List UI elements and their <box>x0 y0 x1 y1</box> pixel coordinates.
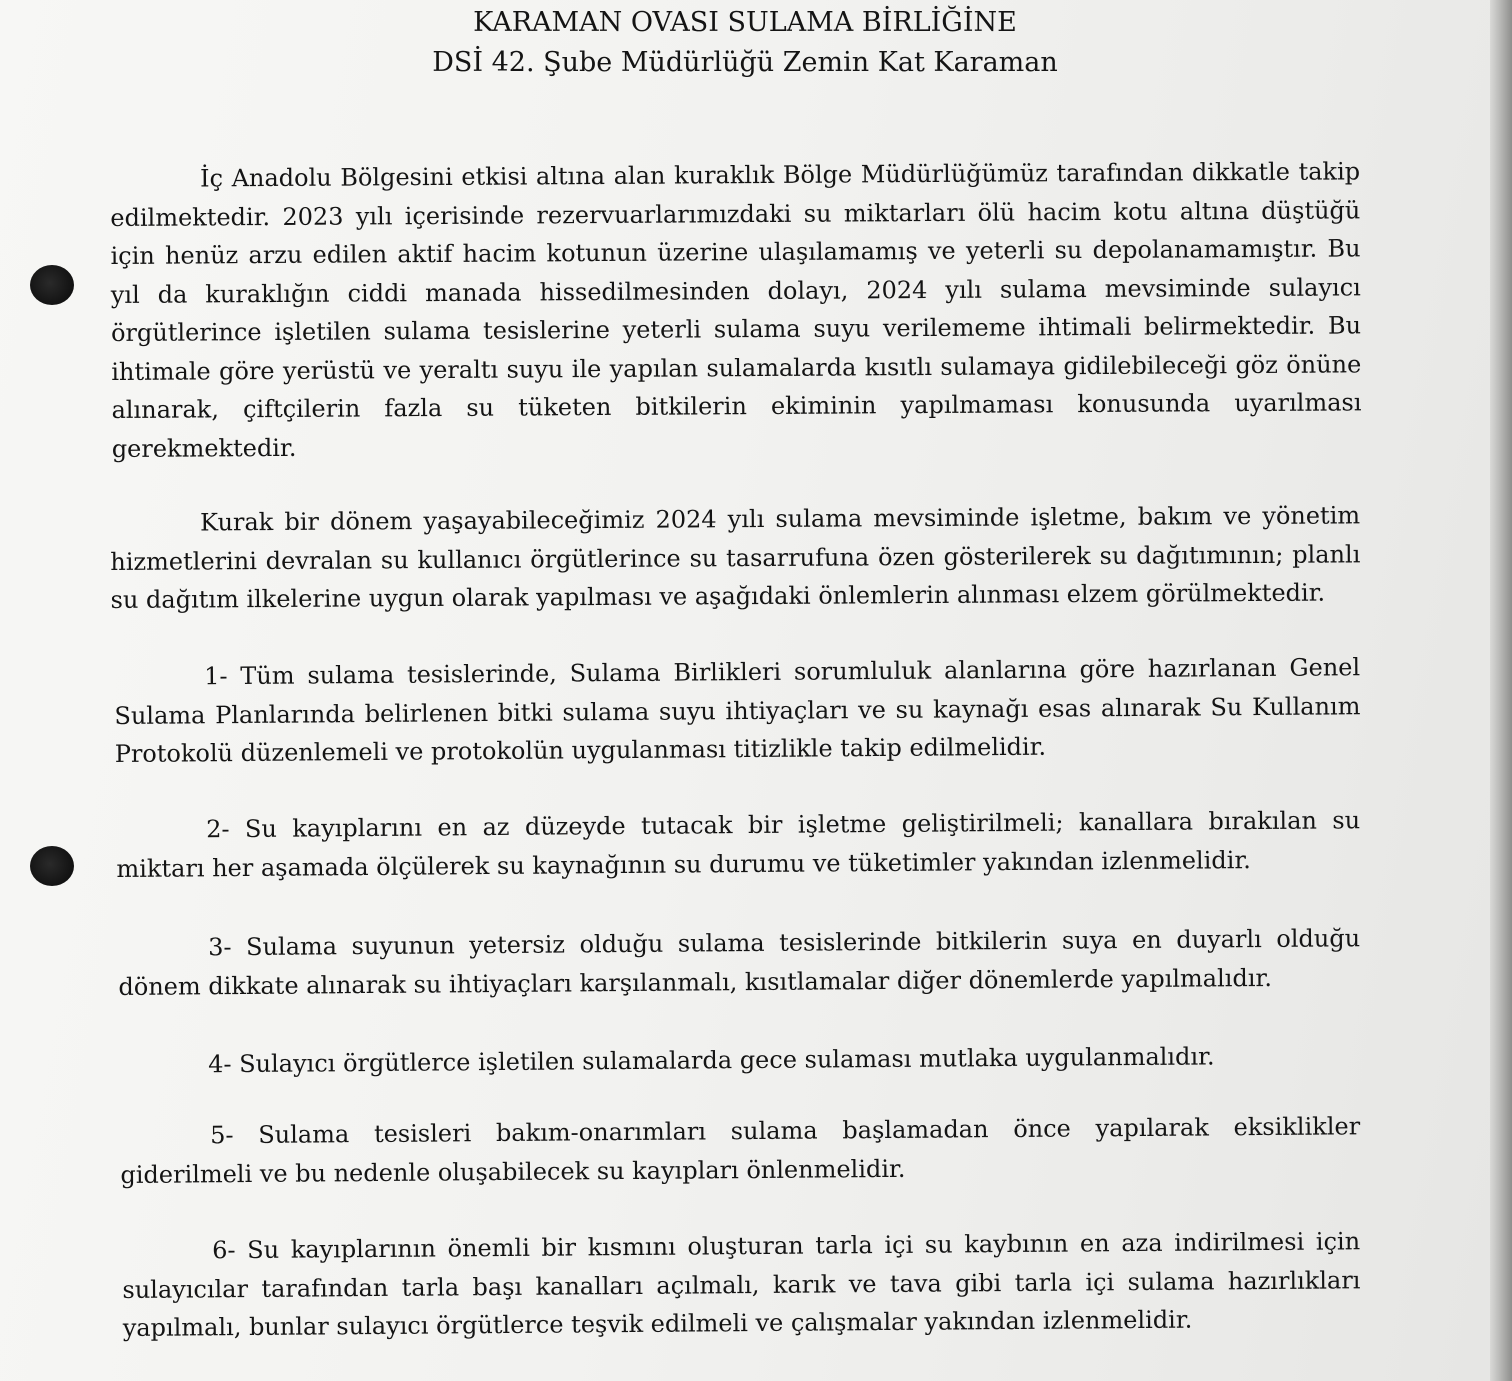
measure-item-6: 6- Su kayıplarının önemli bir kısmını oluşturan tarla içi su kaybının en aza indirilmesi için sulayıcılar tarafından tarla başı kanalları açılmalı, karık ve tava gibi tarla içi sulama hazırlıkları yapılmalı, bunlar sulayıcı örgütlerce teşvik edilmeli ve çalışmalar yakından izlenmelidir. <box>122 1226 1361 1342</box>
measure-item-2: 2- Su kayıplarını en az düzeyde tutacak bir işletme geliştirilmeli; kanallara bırakılan su miktarı her aşamada ölçülerek su kaynağının su durumu ve tüketimler yakından izlenmelidir. <box>116 806 1361 883</box>
punch-hole-bottom <box>30 846 74 886</box>
intro-paragraph-2: Kurak bir dönem yaşayabileceğimiz 2024 yılı sulama mevsiminde işletme, bakım ve yönetim hizmetlerini devralan su kullanıcı örgütlerince su tasarrufuna özen gösterilerek su dağıtımının; planlı su dağıtım ilkelerine uygun olarak yapılması ve aşağıdaki önlemlerin alınması elzem görülmektedir. <box>110 501 1361 614</box>
measure-item-1: 1- Tüm sulama tesislerinde, Sulama Birlikleri sorumluluk alanlarına göre hazırlanan Genel Sulama Planlarında belirlenen bitki sulama suyu ihtiyaçları ve su kaynağı esas alınarak Su Kullanım Protokolü düzenlemeli ve protokolün uygulanması titizlikle takip edilmelidir. <box>114 652 1361 768</box>
measure-item-3: 3- Sulama suyunun yetersiz olduğu sulama tesislerinde bitkilerin suya en duyarlı olduğu dönem dikkate alınarak su ihtiyaçları karşılanmalı, kısıtlamalar diğer dönemlerde yapılmalıdır. <box>118 924 1361 1001</box>
letter-heading <box>110 3 1360 83</box>
intro-paragraph-1: İç Anadolu Bölgesini etkisi altına alan kuraklık Bölge Müdürlüğümüz tarafından dikkatle takip edilmektedir. 2023 yılı içerisinde rezervuarlarımızdaki su miktarları ölü hacim kotu altına düştüğü için henüz arzu edilen aktif hacim kotunun üzerine ulaşılamamış ve yeterli su depolanamamıştır. Bu yıl da kuraklığın ciddi manada hissedilmesinden dolayı, 2024 yılı sulama mevsiminde sulayıcı örgütlerince işletilen sulama tesislerine yeterli sulama suyu verilememe ihtimali belirmektedir. Bu ihtimale göre yerüstü ve yeraltı suyu ile yapılan sulamalarda kısıtlı sulamaya gidilebileceği göz önüne alınarak, çiftçilerin fazla su tüketen bitkilerin ekiminin yapılmaması konusunda uyarılması gerekmektedir. <box>110 157 1362 463</box>
recipient-address: DSİ 42. Şube Müdürlüğü Zemin Kat Karaman <box>432 47 1058 78</box>
measure-item-4: 4- Sulayıcı örgütlerce işletilen sulamalarda gece sulaması mutlaka uygulanmalıdır. <box>208 1042 1215 1079</box>
punch-hole-top <box>30 265 74 305</box>
letter-text <box>110 157 1362 1347</box>
recipient-title: KARAMAN OVASI SULAMA BİRLİĞİNE <box>473 7 1017 38</box>
measure-item-5: 5- Sulama tesisleri bakım-onarımları sulama başlamadan önce yapılarak eksiklikler giderilmeli ve bu nedenle oluşabilecek su kayıpları önlenmelidir. <box>120 1111 1361 1188</box>
letter-body <box>110 0 1360 1347</box>
page-edge-shadow <box>1490 0 1512 1381</box>
